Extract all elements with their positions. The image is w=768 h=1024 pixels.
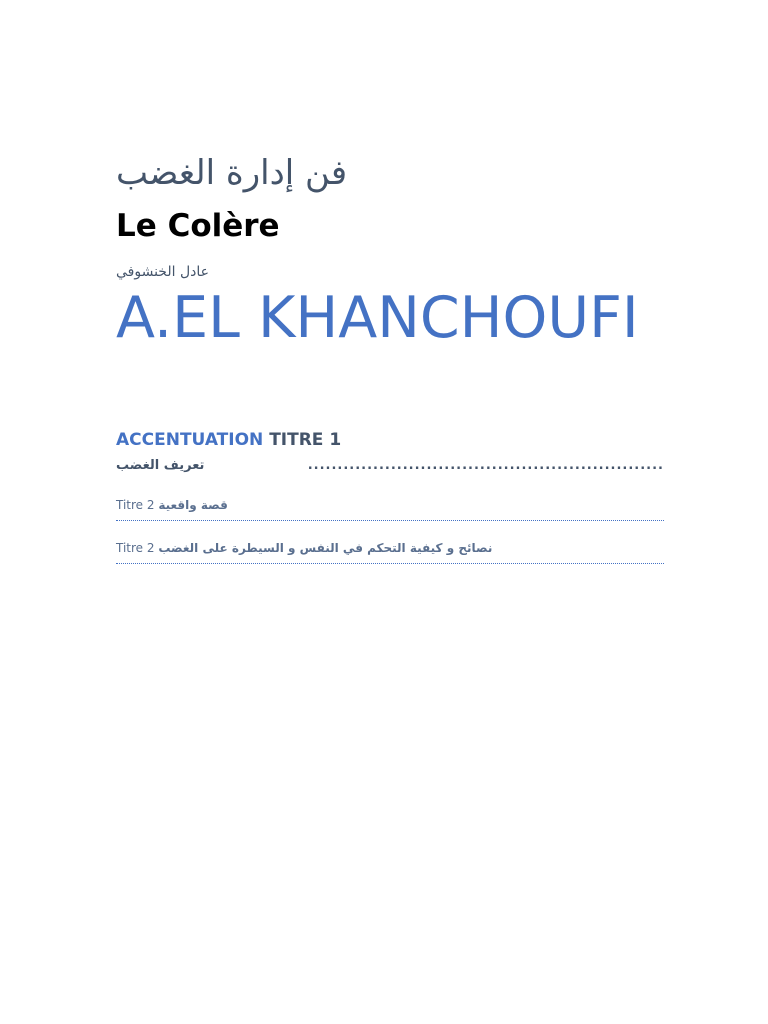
author-name-arabic: عادل الخنشوفي	[116, 264, 209, 280]
toc-entry-level-2[interactable]	[116, 539, 664, 557]
document-subtitle: Le Colère	[116, 208, 280, 244]
toc-entry-prefix: Titre 2	[116, 541, 155, 555]
toc-entry-level-1[interactable]	[116, 456, 664, 476]
toc-entry-label: قصة واقعية	[158, 498, 228, 512]
toc-heading	[116, 428, 664, 452]
toc-entry-level-2[interactable]	[116, 496, 664, 514]
toc-entry-label: تعريف الغضب	[116, 456, 208, 476]
toc-leader-dots: ............................................................	[307, 458, 664, 473]
toc-entry-prefix: Titre 2	[116, 498, 155, 512]
toc-heading-accent: ACCENTUATION	[116, 430, 264, 450]
toc-leader-dots	[116, 514, 664, 521]
toc-heading-rest: TITRE 1	[269, 430, 342, 450]
table-of-contents	[116, 428, 664, 555]
toc-entry-label: نصائح و كيفية التحكم في النفس و السيطرة على الغضب	[158, 541, 493, 555]
toc-leader-dots	[116, 557, 664, 564]
author-name-latin: A.EL KHANCHOUFI	[116, 285, 639, 351]
arabic-title: فن إدارة الغضب	[116, 153, 348, 193]
